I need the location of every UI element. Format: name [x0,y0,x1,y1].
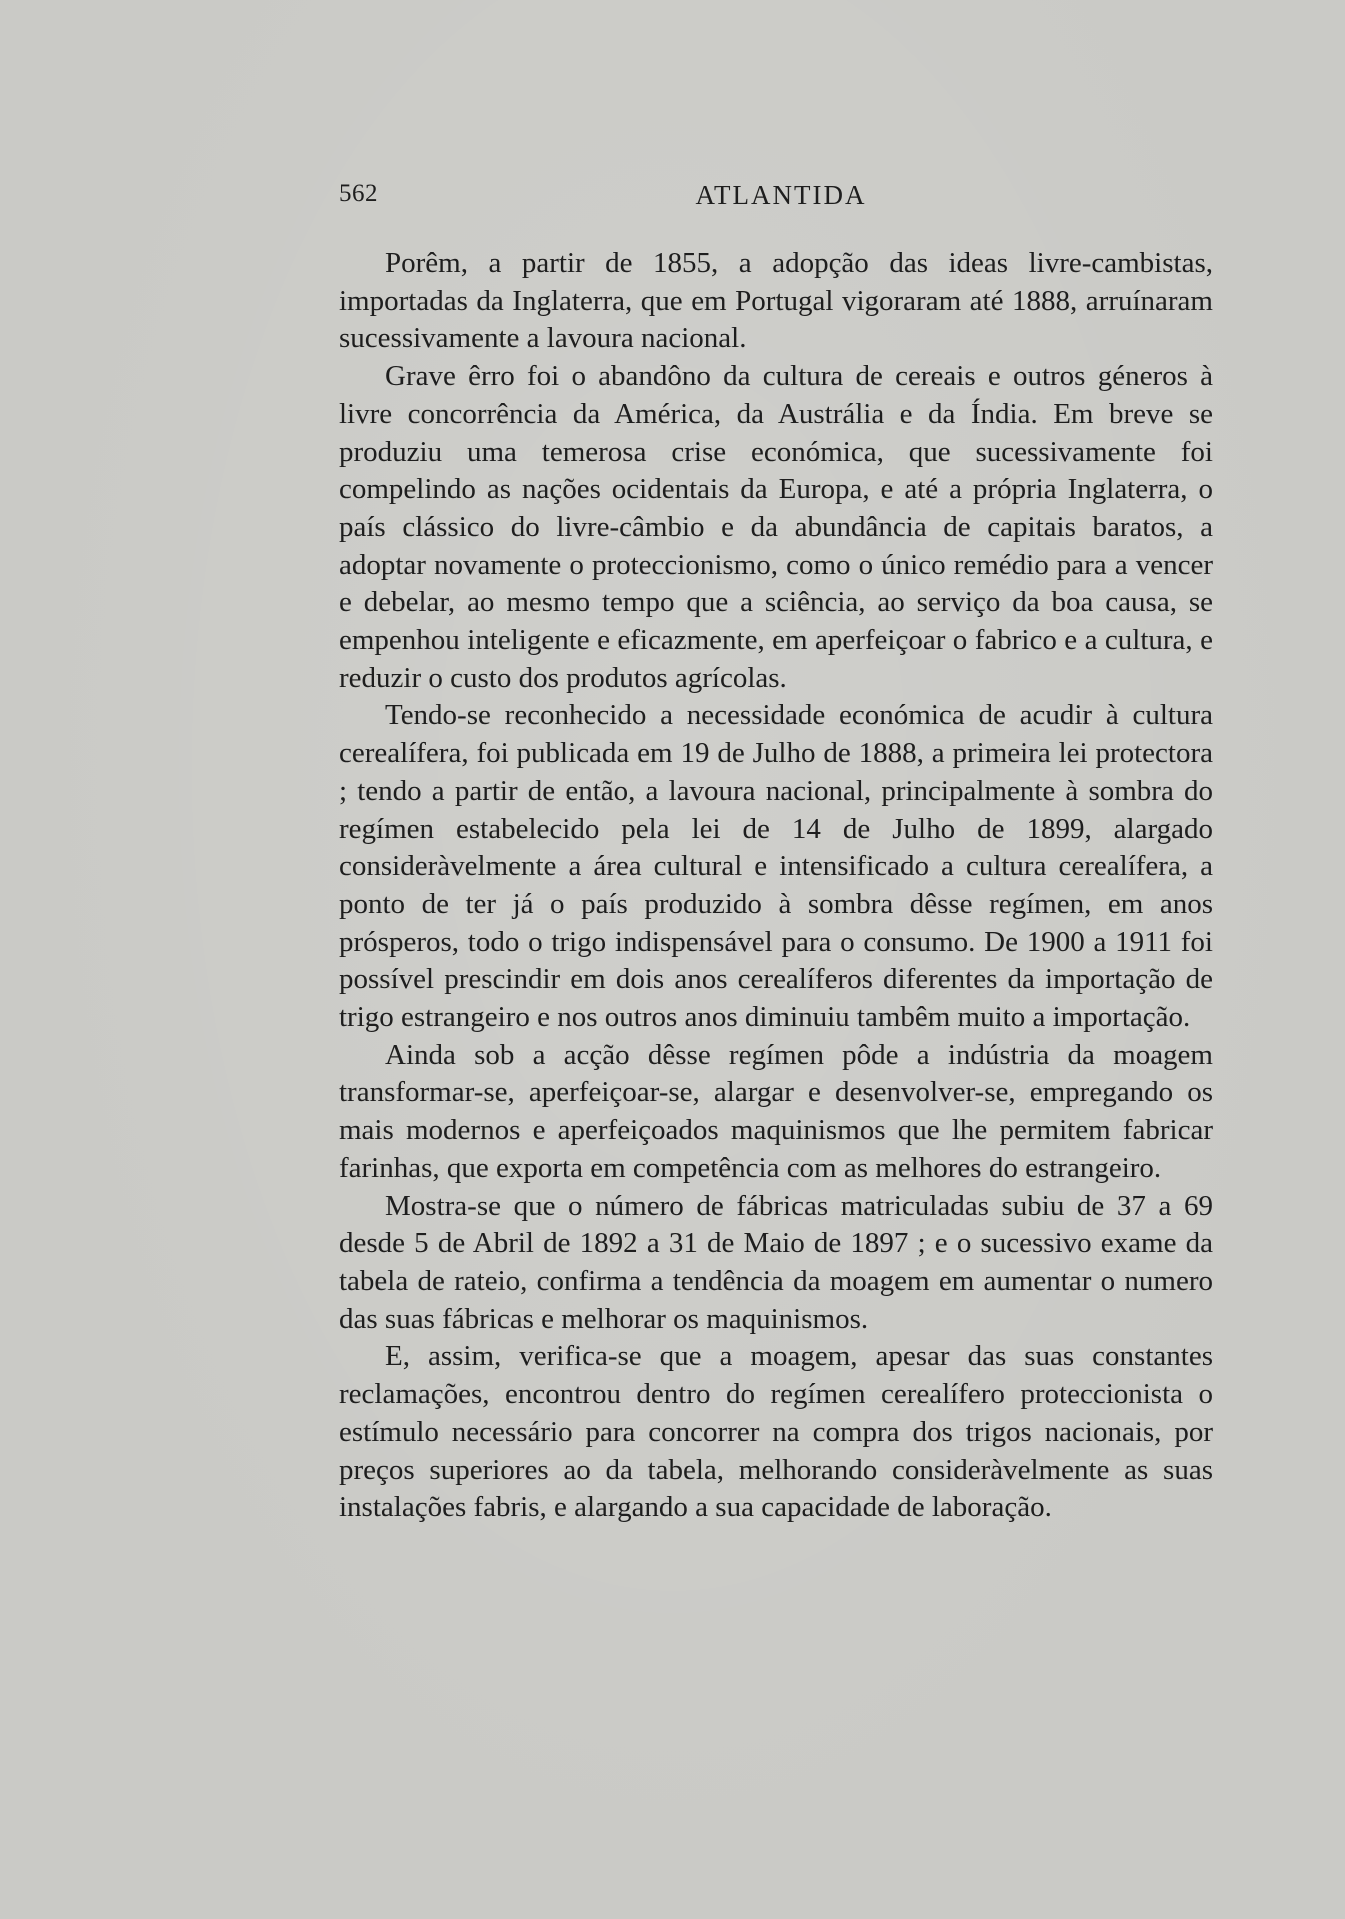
paragraph-6: E, assim, verifica-se que a moagem, apesar das suas constantes reclamações, encontrou dentro do regímen cerealífero proteccionista o estímulo necessário para concorrer na compra dos trigos nacionais, por preços superiores ao da tabela, melhorando consideràvelmente as suas instalações fabris, e alargando a sua capacidade de laboração. [339,1340,1213,1524]
page-number: 562 [339,180,378,207]
paragraph-5: Mostra-se que o número de fábricas matriculadas subiu de 37 a 69 desde 5 de Abril de 1892 a 31 de Maio de 1897 ; e o sucessivo exame da tabela de rateio, confirma a tendência da moagem em aumentar o numero das suas fábricas e melhorar os maquinismos. [339,1189,1213,1335]
journal-title: ATLANTIDA [695,180,867,210]
body-text [339,245,1213,1527]
running-head [339,180,1213,216]
paragraph-4: Ainda sob a acção dêsse regímen pôde a indústria da moagem transformar-se, aperfeiçoar-se, alargar e desenvolver-se, empregando os mais modernos e aperfeiçoados maquinismos que lhe permitem fabricar farinhas, que exporta em competência com as melhores do estrangeiro. [339,1038,1213,1184]
paragraph-1: Porêm, a partir de 1855, a adopção das ideas livre-cambistas, importadas da Inglaterra, que em Portugal vigoraram até 1888, arruínaram sucessivamente a lavoura nacional. [339,247,1213,355]
paragraph-3: Tendo-se reconhecido a necessidade económica de acudir à cultura cerealífera, foi publicada em 19 de Julho de 1888, a primeira lei protectora ; tendo a partir de então, a lavoura nacional, principalmente à sombra do regímen estabelecido pela lei de 14 de Julho de 1899, alargado consideràvelmente a área cultural e intensificado a cultura cerealífera, a ponto de ter já o país produzido à sombra dêsse regímen, em anos prósperos, todo o trigo indispensável para o consumo. De 1900 a 1911 foi possível prescindir em dois anos cerealíferos diferentes da importação de trigo estrangeiro e nos outros anos diminuiu tambêm muito a importação. [339,699,1213,1034]
paragraph-2: Grave êrro foi o abandôno da cultura de cereais e outros géneros à livre concorrência da América, da Austrália e da Índia. Em breve se produziu uma temerosa crise económica, que sucessivamente foi compelindo as nações ocidentais da Europa, e até a própria Inglaterra, o país clássico do livre-câmbio e da abundância de capitais baratos, a adoptar novamente o proteccionismo, como o único remédio para a vencer e debelar, ao mesmo tempo que a sciência, ao serviço da boa causa, se empenhou inteligente e eficazmente, em aperfeiçoar o fabrico e a cultura, e reduzir o custo dos produtos agrícolas. [339,360,1213,694]
